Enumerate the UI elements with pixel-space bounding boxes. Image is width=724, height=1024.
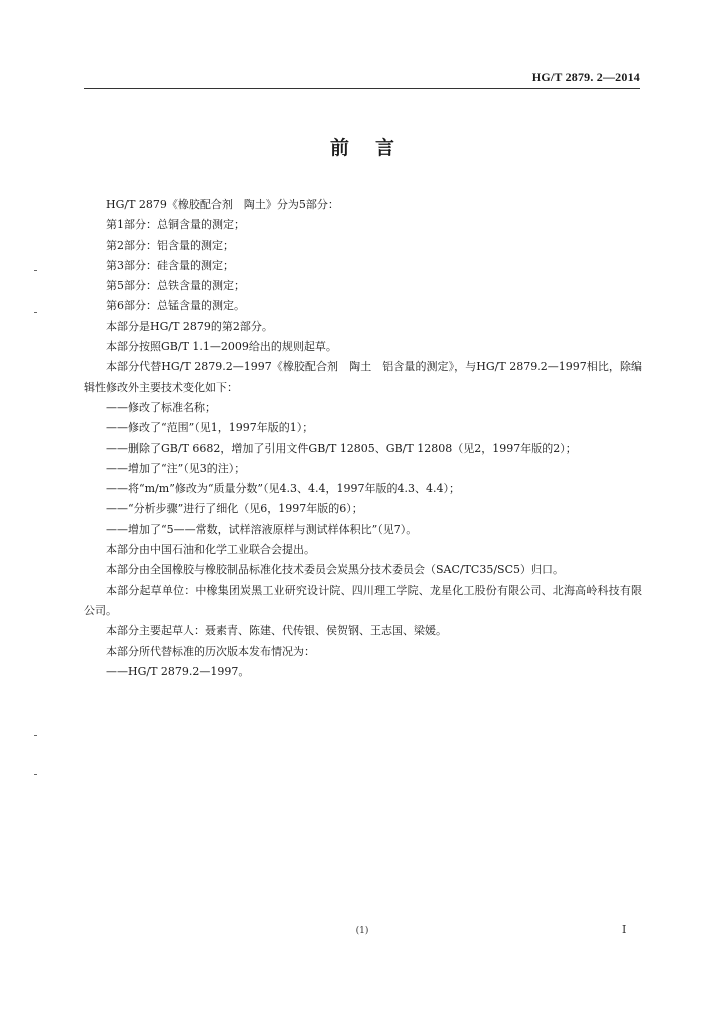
change-item: ——将“m/m”修改为“质量分数”（见4.3、4.4，1997年版的4.3、4.4）； [106, 482, 461, 496]
paragraph: 本部分由中国石油和化学工业联合会提出。 [106, 543, 315, 557]
margin-mark [34, 735, 37, 736]
change-item: ——增加了“注”（见3的注）； [106, 461, 246, 475]
margin-mark [34, 270, 37, 271]
paragraph: 第5部分：总铁含量的测定； [106, 279, 245, 293]
standard-code: HG/T 2879. 2—2014 [531, 70, 640, 84]
change-item: ——HG/T 2879.2—1997。 [106, 664, 250, 678]
header-rule [84, 88, 640, 89]
paragraph: 本部分代替HG/T 2879.2—1997《橡胶配合剂 陶土 铝含量的测定》，与HG/T 2879.2—1997相比，除编辑性修改外主要技术变化如下： [84, 360, 642, 394]
paragraph: 本部分主要起草人：聂素青、陈建、代传银、侯贺钢、王志国、梁媛。 [106, 624, 447, 638]
page-number: (1) [355, 926, 369, 936]
paragraph: 本部分是HG/T 2879的第2部分。 [106, 319, 273, 333]
paragraph: 本部分起草单位：中橡集团炭黑工业研究设计院、四川理工学院、龙星化工股份有限公司、北海高岭科技有限公司。 [84, 583, 642, 617]
margin-mark [34, 312, 37, 313]
paragraph: 第3部分：硅含量的测定； [106, 258, 234, 272]
paragraph: 第6部分：总锰含量的测定。 [106, 299, 245, 313]
change-item: ——修改了“范围”（见1，1997年版的1）； [106, 421, 314, 435]
paragraph: 本部分按照GB/T 1.1—2009给出的规则起草。 [106, 340, 337, 354]
roman-page-number: I [622, 923, 627, 936]
page-title: 前言 [329, 137, 420, 159]
change-item: ——“分析步骤”进行了细化（见6，1997年版的6）； [106, 502, 363, 516]
paragraph: 本部分由全国橡胶与橡胶制品标准化技术委员会炭黑分技术委员会（SAC/TC35/SC5）归口。 [106, 563, 565, 577]
foreword-body [84, 195, 642, 682]
paragraph: HG/T 2879《橡胶配合剂 陶土》分为5部分： [106, 198, 339, 211]
margin-mark [34, 774, 37, 775]
change-item: ——增加了“5——常数，试样溶液原样与测试样体积比”（见7）。 [106, 522, 418, 536]
paragraph: 本部分所代替标准的历次版本发布情况为： [106, 644, 315, 658]
change-item: ——删除了GB/T 6682，增加了引用文件GB/T 12805、GB/T 12808（见2，1997年版的2）； [106, 441, 577, 455]
paragraph: 第1部分：总铜含量的测定； [106, 218, 245, 232]
paragraph: 第2部分：铝含量的测定； [106, 238, 234, 252]
change-item: ——修改了标准名称； [106, 400, 216, 414]
